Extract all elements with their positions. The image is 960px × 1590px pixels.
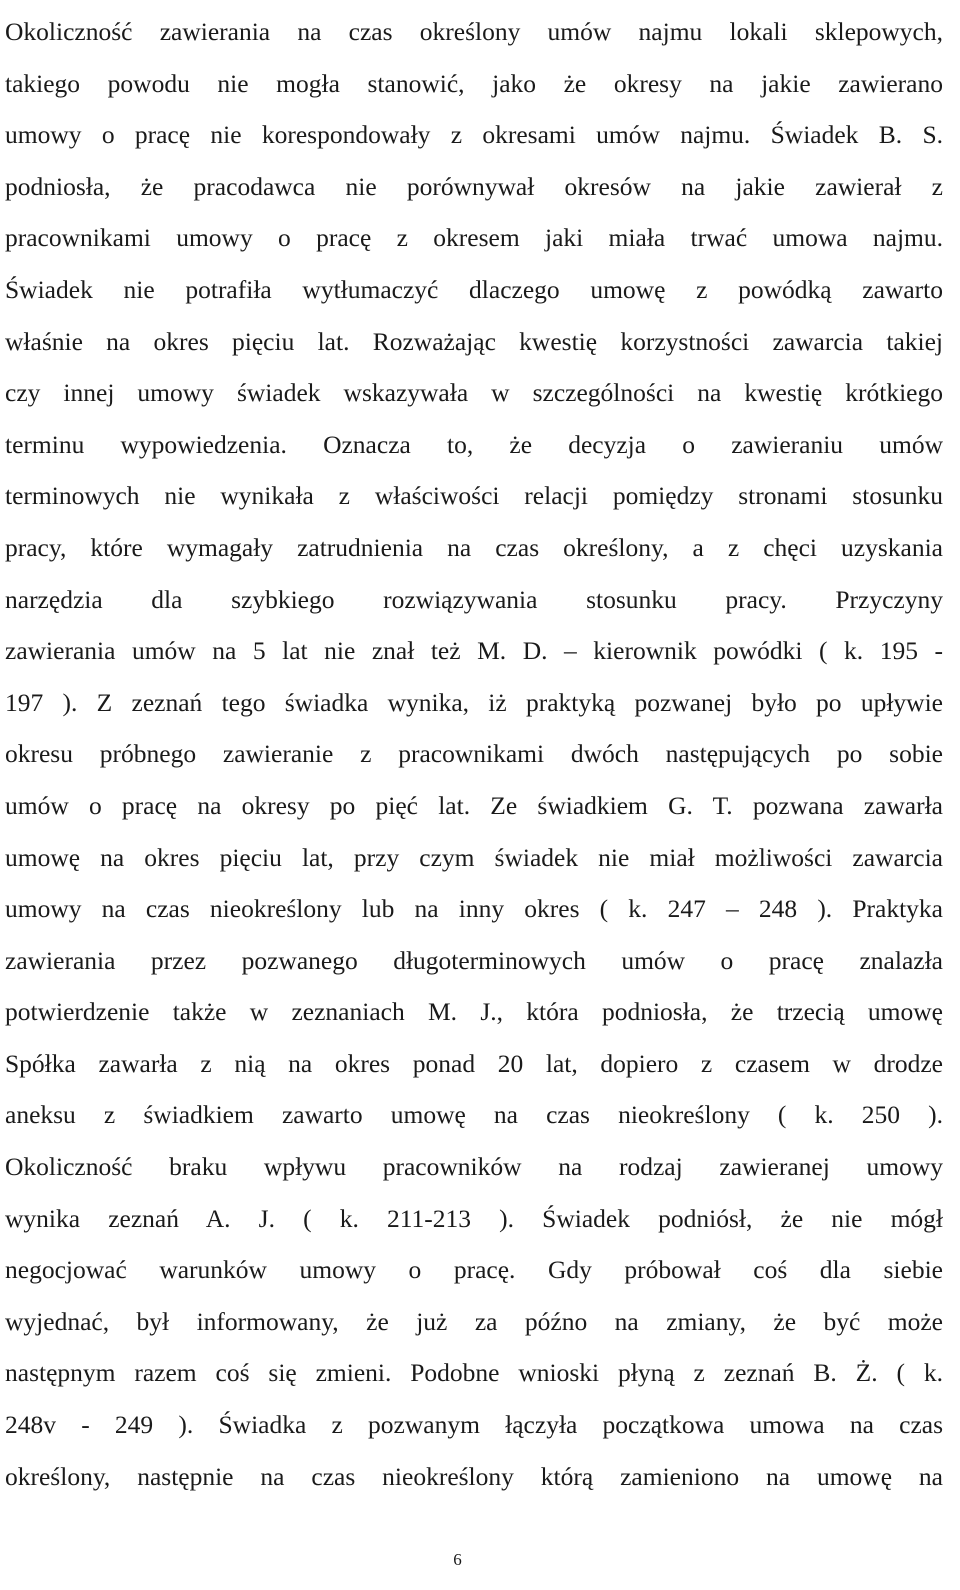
text-line: potwierdzenie także w zeznaniach M. J., która podniosła, że trzecią umowę [5, 997, 943, 1027]
text-line: następnym razem coś się zmieni. Podobne wnioski płyną z zeznań B. Ż. ( k. [5, 1358, 943, 1388]
text-line: narzędzia dla szybkiego rozwiązywania stosunku pracy. Przyczyny [5, 584, 943, 614]
text-line: zawierania przez pozwanego długoterminowych umów o pracę znalazła [5, 945, 943, 975]
document-text [5, 14, 943, 1510]
text-line: umowy na czas nieokreślony lub na inny okres ( k. 247 – 248 ). Praktyka [5, 894, 943, 924]
text-line: terminowych nie wynikała z właściwości relacji pomiędzy stronami stosunku [5, 481, 943, 511]
text-line: czy innej umowy świadek wskazywała w szczególności na kwestię krótkiego [5, 378, 943, 408]
text-line: Spółka zawarła z nią na okres ponad 20 lat, dopiero z czasem w drodze [5, 1048, 943, 1078]
text-line: pracy, które wymagały zatrudnienia na czas określony, a z chęci uzyskania [5, 532, 943, 562]
text-line: wyjednać, był informowany, że już za późno na zmiany, że być może [5, 1306, 943, 1336]
text-line: takiego powodu nie mogła stanowić, jako że okresy na jakie zawierano [5, 68, 943, 98]
text-line: negocjować warunków umowy o pracę. Gdy próbował coś dla siebie [5, 1255, 943, 1285]
text-line: aneksu z świadkiem zawarto umowę na czas nieokreślony ( k. 250 ). [5, 1100, 943, 1130]
text-line: Okoliczność zawierania na czas określony umów najmu lokali sklepowych, [5, 17, 943, 46]
text-line: umów o pracę na okresy po pięć lat. Ze świadkiem G. T. pozwana zawarła [5, 790, 943, 820]
page-number: 6 [453, 1550, 462, 1569]
text-line: umowy o pracę nie korespondowały z okresami umów najmu. Świadek B. S. [5, 120, 943, 150]
text-line: zawierania umów na 5 lat nie znał też M. D. – kierownik powódki ( k. 195 - [5, 636, 943, 666]
text-line: pracownikami umowy o pracę z okresem jaki miała trwać umowa najmu. [5, 223, 943, 253]
text-line: terminu wypowiedzenia. Oznacza to, że decyzja o zawieraniu umów [5, 429, 943, 459]
text-line: określony, następnie na czas nieokreślony którą zamieniono na umowę na [5, 1461, 943, 1491]
text-line: 197 ). Z zeznań tego świadka wynika, iż praktyką pozwanej było po upływie [5, 687, 943, 717]
text-line: 248v - 249 ). Świadka z pozwanym łączyła początkowa umowa na czas [5, 1410, 943, 1440]
text-line: właśnie na okres pięciu lat. Rozważając kwestię korzystności zawarcia takiej [5, 326, 943, 356]
text-line: Świadek nie potrafiła wytłumaczyć dlaczego umowę z powódką zawarto [5, 274, 943, 304]
text-line: wynika zeznań A. J. ( k. 211-213 ). Świadek podniósł, że nie mógł [5, 1203, 943, 1233]
text-line: Okoliczność braku wpływu pracowników na rodzaj zawieranej umowy [5, 1152, 943, 1182]
text-line: podniosła, że pracodawca nie porównywał okresów na jakie zawierał z [5, 171, 943, 201]
text-line: okresu próbnego zawieranie z pracownikami dwóch następujących po sobie [5, 739, 943, 769]
text-line: umowę na okres pięciu lat, przy czym świadek nie miał możliwości zawarcia [5, 842, 943, 872]
